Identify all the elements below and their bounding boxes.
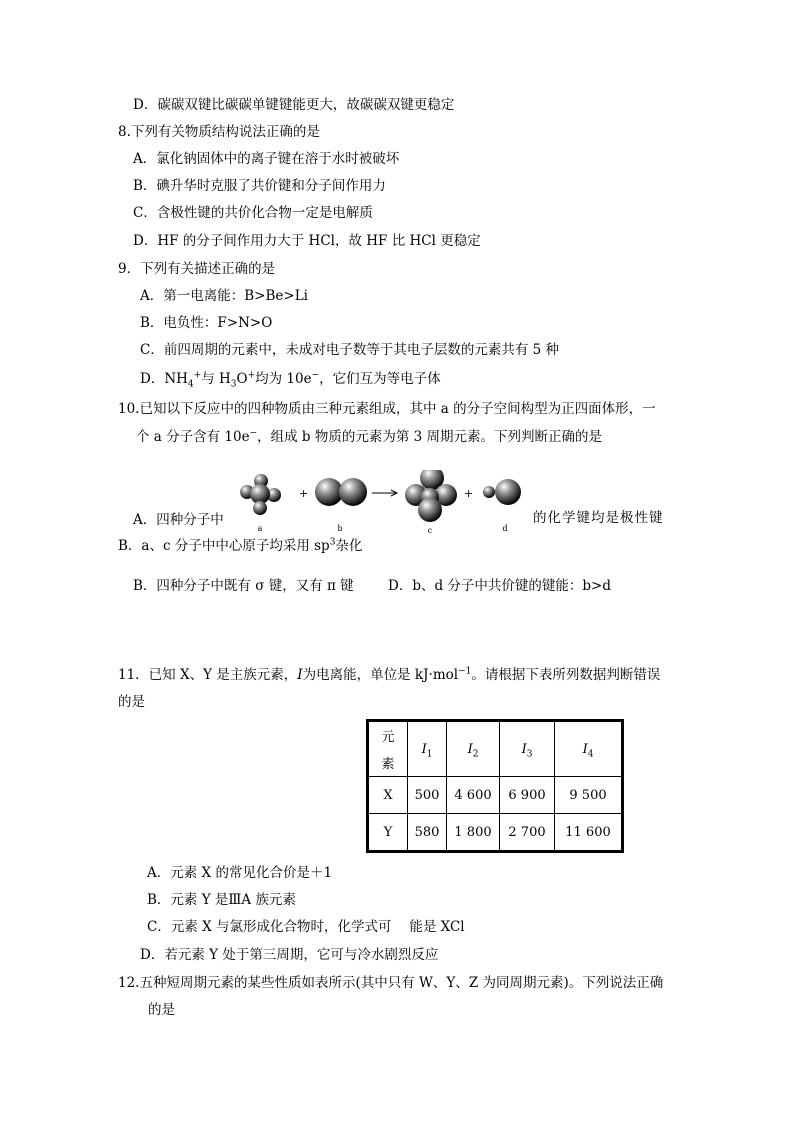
label-b: b <box>337 524 343 533</box>
header-element-l2: 素 <box>381 757 395 772</box>
q11-option-a: A．元素 X 的常见化合价是＋1 <box>147 865 333 881</box>
q8-stem: 8.下列有关物质结构说法正确的是 <box>118 124 320 140</box>
q10-option-b1 <box>118 537 362 555</box>
table-cell: 9 500 <box>555 777 623 814</box>
q11-stem-post: 。请根据下表所列数据判断错误 <box>471 667 661 683</box>
molecule-d <box>483 479 521 505</box>
table-row <box>368 814 623 852</box>
header-element <box>368 721 408 777</box>
header-i-sub: 2 <box>472 749 479 760</box>
q11-stem-line1 <box>118 666 660 684</box>
plus-sign-1: + <box>299 487 309 500</box>
q11-option-d: D．若元素 Y 处于第三周期，它可与冷水剧烈反应 <box>140 947 439 963</box>
header-i3 <box>500 721 555 777</box>
q12-stem-line2: 的是 <box>148 1002 175 1018</box>
ionization-energy-table <box>366 719 624 853</box>
q11-option-c: C．元素 X 与氯形成化合物时，化学式可 能是 XCl <box>147 919 465 935</box>
q11-stem-line2: 的是 <box>118 694 145 710</box>
q10-b1-sup: 3 <box>329 537 336 548</box>
table-cell: 1 800 <box>447 814 500 852</box>
table-cell: 2 700 <box>500 814 555 852</box>
header-element-l1: 元 <box>381 730 395 745</box>
q11-option-b: B．元素 Y 是ⅢA 族元素 <box>147 892 296 908</box>
q9-d-post: 均为 10e <box>255 371 312 387</box>
table-cell: 580 <box>408 814 447 852</box>
header-i1 <box>408 721 447 777</box>
table-row <box>368 777 623 814</box>
table-cell: 11 600 <box>555 814 623 852</box>
label-c: c <box>427 526 433 535</box>
q11-stem-pre: 11．已知 X、Y 是主族元素， <box>118 667 298 683</box>
q9-option-c: C．前四周期的元素中，未成对电子数等于其电子层数的元素共有 5 种 <box>140 342 560 358</box>
table-cell: 500 <box>408 777 447 814</box>
label-a: a <box>257 524 263 533</box>
table-cell-element: X <box>368 777 408 814</box>
table-cell-element: Y <box>368 814 408 852</box>
q11-stem-sup: −1 <box>458 666 472 677</box>
label-d: d <box>502 524 508 533</box>
table-header-row <box>368 721 623 777</box>
q8-option-d: D．HF 的分子间作用力大于 HCl，故 HF 比 HCl 更稳定 <box>133 233 481 249</box>
q11-stem-i: I <box>297 667 303 683</box>
q8-option-c: C．含极性键的共价化合物一定是电解质 <box>133 205 373 221</box>
q9-option-d: D．$NH_4^+$与 $H_3O^+$均为 10e−，它们互为等电子体 <box>140 370 441 390</box>
q9-d-mid2: O <box>236 371 248 387</box>
header-i-letter: I <box>582 741 588 757</box>
q10-b1-pre: B．a、c 分子中中心原子均采用 sp <box>118 538 330 554</box>
q12-stem-line1: 12.五种短周期元素的某些性质如表所示(其中只有 W、Y、Z 为同周期元素)。下列说法正确 <box>118 975 664 991</box>
q8-option-b: B．碘升华时克服了共价键和分子间作用力 <box>133 178 386 194</box>
table-cell: 4 600 <box>447 777 500 814</box>
molecule-reaction-figure <box>236 470 532 536</box>
q7-option-d: D．碳碳双键比碳碳单键键能更大，故碳碳双键更稳定 <box>133 97 455 113</box>
header-i-letter: I <box>467 741 473 757</box>
q11-stem-mid: 为电离能，单位是 kJ·mol <box>302 667 459 683</box>
q10-option-d: D．b、d 分子中共价键的键能：b>d <box>388 578 611 594</box>
molecule-a <box>240 474 281 515</box>
q10-stem2-post: ，组成 b 物质的元素为第 3 周期元素。下列判断正确的是 <box>257 429 603 445</box>
header-i-sub: 4 <box>587 749 594 760</box>
q9-stem: 9．下列有关描述正确的是 <box>118 261 276 277</box>
q10-stem-line2: 个 a 分子含有 10e−，组成 b 物质的元素为第 3 周期元素。下列判断正确的是 <box>136 428 603 445</box>
q9-option-b: B．电负性：F>N>O <box>140 315 273 331</box>
header-i-letter: I <box>421 741 427 757</box>
q10-b1-post: 杂化 <box>335 538 363 554</box>
q9-d-pre: D．NH <box>140 371 188 387</box>
table-cell: 6 900 <box>500 777 555 814</box>
q10-option-a-post: 的化学键均是极性键 <box>533 510 664 526</box>
molecule-b <box>315 478 367 506</box>
header-i4 <box>555 721 623 777</box>
q9-d-mid: 与 H <box>201 371 231 387</box>
plus-sign-2: + <box>464 487 474 500</box>
reaction-arrow <box>372 490 397 496</box>
q9-d-end: ，它们互为等电子体 <box>319 371 441 387</box>
q10-option-a-pre: A．四种分子中 <box>133 512 224 528</box>
q10-stem2-pre: 个 a 分子含有 10e <box>136 429 250 445</box>
header-i-sub: 3 <box>526 749 533 760</box>
header-i-sub: 1 <box>426 749 433 760</box>
q8-option-a: A．氯化钠固体中的离子键在溶于水时被破坏 <box>133 151 400 167</box>
q10-option-b2: B．四种分子中既有 σ 键，又有 π 键 <box>133 578 354 594</box>
q9-option-a: A．第一电离能：B>Be>Li <box>140 288 308 304</box>
q10-stem-line1: 10.已知以下反应中的四种物质由三种元素组成，其中 a 的分子空间构型为正四面体形，一 <box>118 401 656 417</box>
header-i2 <box>447 721 500 777</box>
header-i-letter: I <box>521 741 527 757</box>
molecule-c <box>405 470 457 522</box>
